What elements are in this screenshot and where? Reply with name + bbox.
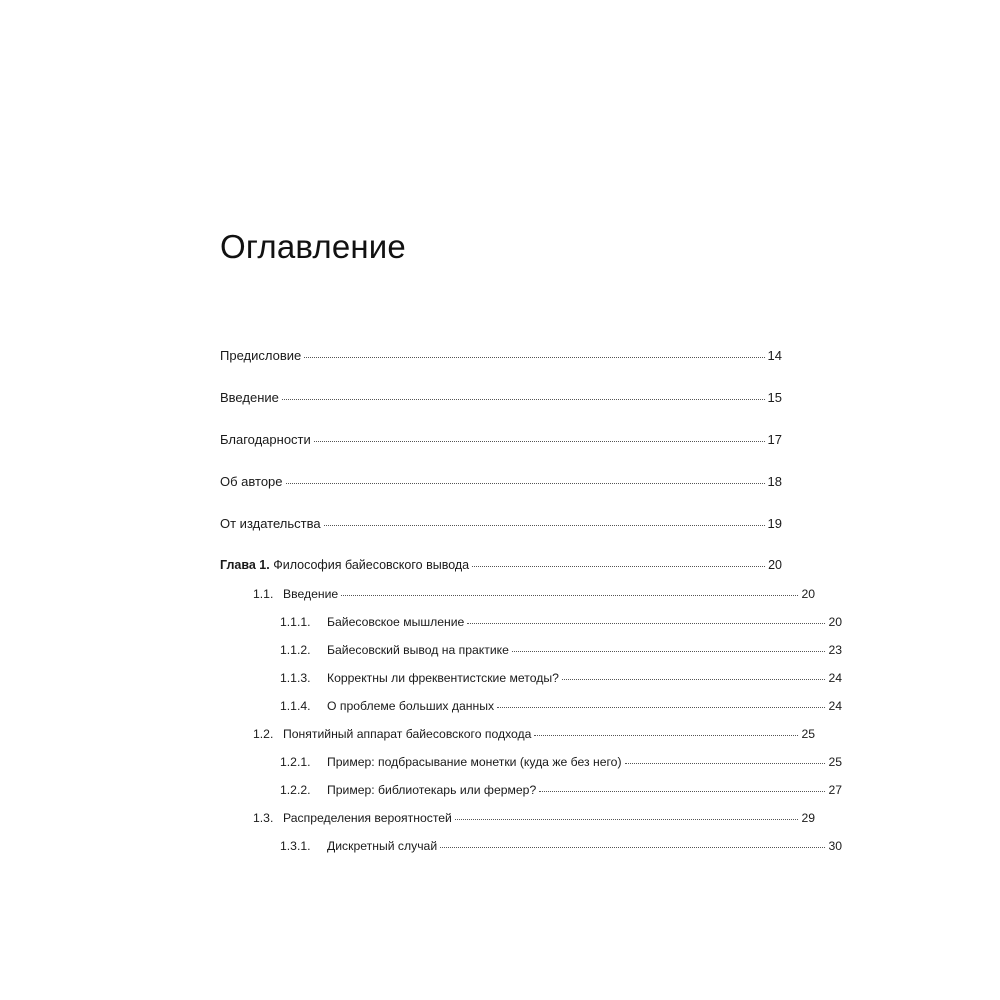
toc-entry-number: 1.1.	[253, 587, 274, 601]
toc-entry[interactable]	[220, 587, 815, 601]
toc-leader-dots	[539, 790, 825, 792]
toc-entry[interactable]	[220, 671, 842, 685]
toc-entry-page: 15	[767, 390, 782, 405]
toc-entry[interactable]	[220, 432, 782, 447]
toc-entry[interactable]	[220, 558, 782, 572]
toc-entry-text: Философия байесовского вывода	[273, 558, 470, 572]
toc-entry-page: 19	[767, 516, 782, 531]
toc-entry[interactable]	[220, 643, 842, 657]
toc-leader-dots	[472, 565, 765, 567]
toc-entry[interactable]	[220, 727, 815, 741]
toc-entry-label	[220, 558, 469, 572]
toc-entry-number: Глава 1.	[220, 558, 270, 572]
toc-leader-dots	[440, 846, 825, 848]
toc-leader-dots	[562, 678, 826, 680]
toc-entry-label	[280, 783, 536, 797]
toc-leader-dots	[534, 734, 798, 736]
toc-entry-label	[253, 727, 531, 741]
toc-entry-text: Об авторе	[220, 474, 283, 489]
page-title: Оглавление	[220, 228, 406, 265]
toc-entry-number: 1.1.1.	[280, 615, 311, 629]
toc-leader-dots	[341, 594, 798, 596]
toc-entry-number: 1.1.3.	[280, 671, 311, 685]
table-of-contents	[220, 348, 842, 867]
toc-entry-label	[253, 587, 338, 601]
toc-entry-text: Дискретный случай	[327, 839, 438, 853]
toc-entry[interactable]	[220, 348, 782, 363]
toc-entry-label	[220, 390, 279, 405]
toc-entry-number: 1.3.	[253, 811, 274, 825]
toc-entry-label	[280, 839, 437, 853]
toc-entry-number: 1.1.2.	[280, 643, 311, 657]
toc-entry-text: Благодарности	[220, 432, 311, 447]
toc-entry[interactable]	[220, 839, 842, 853]
toc-entry-label	[253, 811, 452, 825]
toc-entry-label	[220, 516, 321, 531]
toc-entry-text: Пример: библиотекарь или фермер?	[327, 783, 537, 797]
toc-entry-text: Корректны ли фреквентистские методы?	[327, 671, 559, 685]
toc-leader-dots	[314, 440, 765, 442]
toc-entry[interactable]	[220, 755, 842, 769]
toc-entry-label	[280, 671, 559, 685]
toc-entry[interactable]	[220, 474, 782, 489]
toc-entry[interactable]	[220, 615, 842, 629]
toc-entry-page: 25	[801, 727, 815, 741]
toc-entry-number: 1.2.2.	[280, 783, 311, 797]
toc-entry-page: 14	[767, 348, 782, 363]
toc-entry-text: Предисловие	[220, 348, 302, 363]
toc-entry-text: Байесовский вывод на практике	[327, 643, 509, 657]
toc-leader-dots	[512, 650, 826, 652]
toc-entry-page: 25	[828, 755, 842, 769]
toc-entry-page: 18	[767, 474, 782, 489]
toc-entry-page: 20	[801, 587, 815, 601]
toc-entry-page: 27	[828, 783, 842, 797]
toc-entry-text: От издательства	[220, 516, 321, 531]
toc-entry-label	[280, 643, 509, 657]
toc-entry-text: О проблеме больших данных	[327, 699, 495, 713]
toc-leader-dots	[282, 398, 765, 400]
toc-entry-number: 1.2.1.	[280, 755, 311, 769]
toc-entry[interactable]	[220, 516, 782, 531]
toc-leader-dots	[497, 706, 825, 708]
toc-entry-page: 23	[828, 643, 842, 657]
toc-entry-page: 17	[767, 432, 782, 447]
toc-entry-text: Байесовское мышление	[327, 615, 465, 629]
toc-entry-page: 29	[801, 811, 815, 825]
toc-entry-label	[280, 699, 494, 713]
toc-leader-dots	[304, 356, 764, 358]
toc-entry-page: 20	[768, 558, 782, 572]
toc-entry-label	[220, 474, 283, 489]
toc-entry-text: Понятийный аппарат байесовского подхода	[283, 727, 532, 741]
toc-entry[interactable]	[220, 699, 842, 713]
toc-entry-number: 1.2.	[253, 727, 274, 741]
toc-entry[interactable]	[220, 783, 842, 797]
toc-entry-label	[220, 432, 311, 447]
toc-entry-text: Распределения вероятностей	[283, 811, 452, 825]
toc-entry-page: 24	[828, 699, 842, 713]
toc-leader-dots	[324, 524, 765, 526]
toc-entry-label	[220, 348, 301, 363]
toc-entry-page: 20	[828, 615, 842, 629]
toc-entry[interactable]	[220, 811, 815, 825]
toc-entry-text: Пример: подбрасывание монетки (куда же без него)	[327, 755, 622, 769]
toc-entry-page: 30	[828, 839, 842, 853]
toc-entry-label	[280, 755, 622, 769]
toc-leader-dots	[625, 762, 826, 764]
toc-entry-label	[280, 615, 464, 629]
toc-entry-number: 1.3.1.	[280, 839, 311, 853]
toc-leader-dots	[467, 622, 825, 624]
toc-entry-text: Введение	[220, 390, 279, 405]
toc-leader-dots	[286, 482, 765, 484]
toc-entry-page: 24	[828, 671, 842, 685]
toc-leader-dots	[455, 818, 799, 820]
toc-entry-text: Введение	[283, 587, 339, 601]
toc-entry[interactable]	[220, 390, 782, 405]
toc-entry-number: 1.1.4.	[280, 699, 311, 713]
